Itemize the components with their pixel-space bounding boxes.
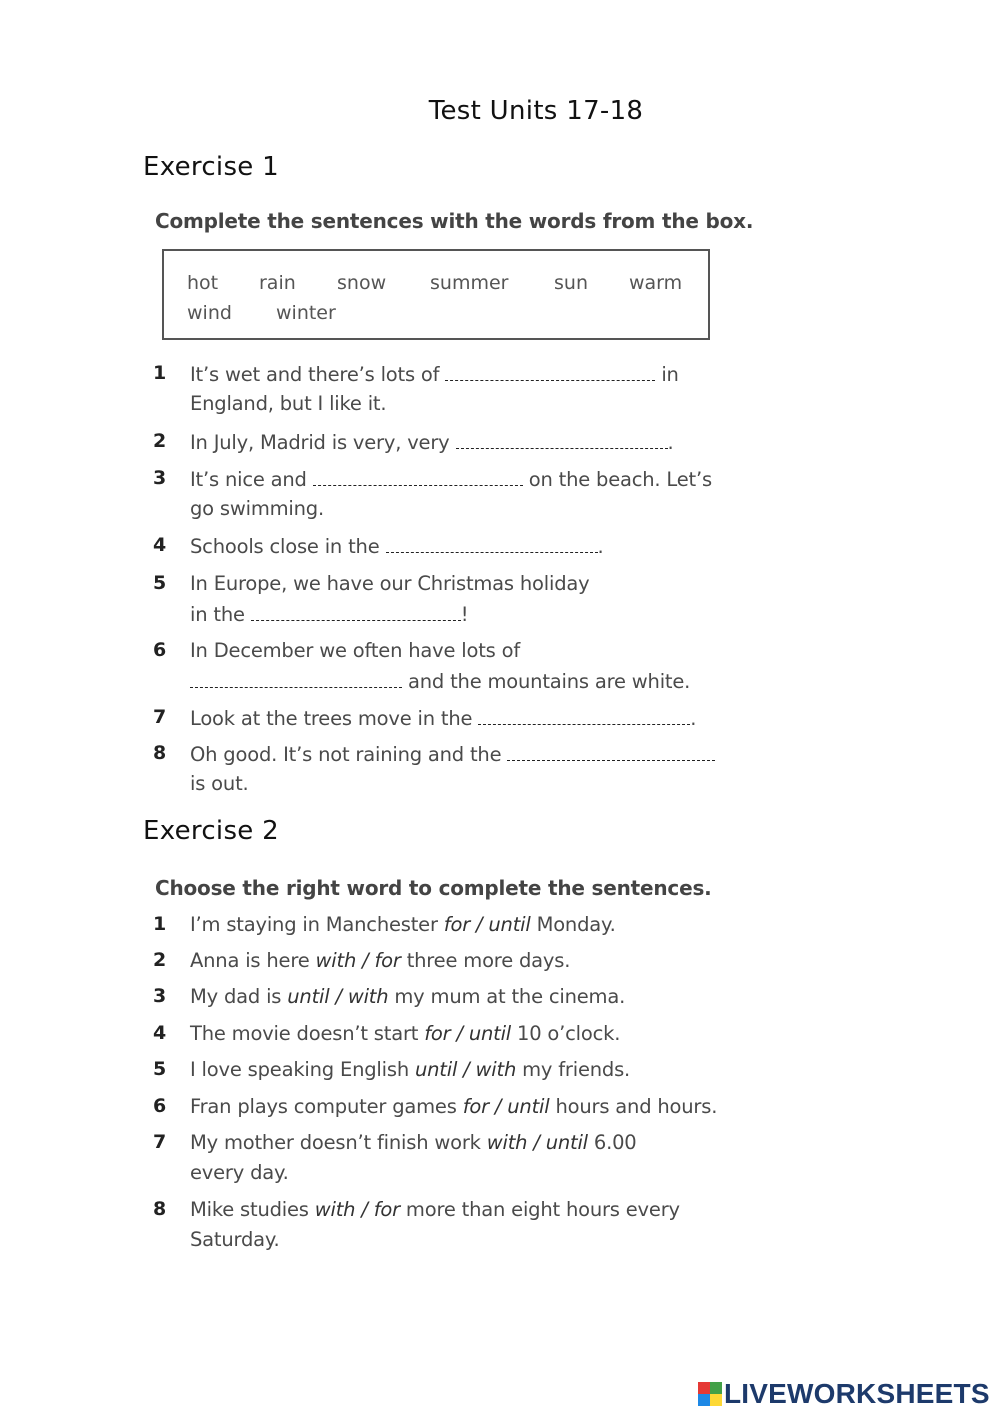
sentence-text: . [690, 707, 697, 730]
ex2-item-7 [190, 1131, 637, 1154]
item-number: 4 [153, 1022, 167, 1044]
ex1-item-1 [190, 362, 679, 386]
answer-blank[interactable] [507, 742, 715, 761]
word-choice[interactable]: until / with [414, 1058, 517, 1081]
ex2-item-6 [190, 1095, 717, 1118]
sentence-text: Oh good. It’s not raining and the [190, 743, 502, 766]
word-box-item: warm [629, 272, 683, 294]
sentence-text: . [597, 535, 604, 558]
item-number: 5 [153, 572, 167, 594]
sentence-text: my friends. [522, 1058, 631, 1081]
answer-blank[interactable] [313, 467, 523, 486]
sentence-text: The movie doesn’t start [190, 1022, 419, 1045]
answer-blank[interactable] [478, 706, 690, 725]
sentence-text: hours and hours. [555, 1095, 718, 1118]
ex1-item-2 [190, 430, 674, 454]
ex1-item-3 [190, 467, 712, 491]
page-title: Test Units 17-18 [428, 96, 644, 126]
sentence-text: Anna is here [190, 949, 310, 972]
word-choice[interactable]: with / for [314, 1198, 400, 1221]
sentence-text: It’s nice and [190, 468, 307, 491]
sentence-text: on the beach. Let’s [528, 468, 712, 491]
logo-square [698, 1394, 710, 1406]
ex1-item-4 [190, 534, 604, 558]
ex2-item-8 [190, 1198, 680, 1221]
word-box-item: hot [187, 272, 219, 294]
sentence-text: It’s wet and there’s lots of [190, 363, 440, 386]
answer-blank[interactable] [445, 362, 655, 381]
item-number: 7 [153, 1131, 167, 1153]
ex2-item-4 [190, 1022, 620, 1045]
sentence-text: In July, Madrid is very, very [190, 431, 450, 454]
sentence-text: in [661, 363, 679, 386]
exercise-2-heading: Exercise 2 [143, 816, 279, 846]
word-choice[interactable]: for / until [424, 1022, 512, 1045]
item-number: 3 [153, 985, 167, 1007]
ex2-item-2 [190, 949, 570, 972]
answer-blank[interactable] [251, 602, 461, 621]
sentence-text: more than eight hours every [405, 1198, 680, 1221]
answer-blank[interactable] [190, 669, 402, 688]
item-number: 6 [153, 639, 167, 661]
sentence-text: I love speaking English [190, 1058, 409, 1081]
item-number: 4 [153, 534, 167, 556]
sentence-text: is out. [190, 772, 249, 795]
exercise-1-heading: Exercise 1 [143, 152, 279, 182]
sentence-text: 10 o’clock. [517, 1022, 621, 1045]
word-box-item: summer [430, 272, 509, 294]
ex2-item-3 [190, 985, 625, 1008]
word-box-item: snow [337, 272, 387, 294]
item-number: 5 [153, 1058, 167, 1080]
sentence-text: three more days. [406, 949, 571, 972]
logo-square [710, 1382, 722, 1394]
sentence-text: . [667, 431, 674, 454]
word-box-item: wind [187, 302, 232, 324]
sentence-text: Saturday. [190, 1228, 280, 1251]
item-number: 8 [153, 742, 167, 764]
word-box-item: rain [259, 272, 296, 294]
word-box [162, 249, 710, 340]
item-number: 2 [153, 949, 167, 971]
word-choice[interactable]: with / for [315, 949, 401, 972]
liveworksheets-logo[interactable] [698, 1377, 990, 1411]
ex1-item-5 [190, 602, 468, 626]
word-choice[interactable]: for / until [443, 913, 531, 936]
word-box-item: winter [276, 302, 336, 324]
sentence-text: I’m staying in Manchester [190, 913, 438, 936]
logo-square [698, 1382, 710, 1394]
sentence-text: and the mountains are white. [408, 670, 691, 693]
exercise-2-instruction: Choose the right word to complete the sentences. [155, 876, 712, 900]
answer-blank[interactable] [386, 534, 598, 553]
sentence-text: In December we often have lots of [190, 639, 521, 662]
sentence-text: every day. [190, 1161, 289, 1184]
sentence-text: Monday. [536, 913, 616, 936]
sentence-text: In Europe, we have our Christmas holiday [190, 572, 590, 595]
logo-mark-icon [698, 1382, 722, 1406]
item-number: 8 [153, 1198, 167, 1220]
sentence-text: my mum at the cinema. [394, 985, 626, 1008]
sentence-text: ! [460, 603, 469, 626]
item-number: 1 [153, 913, 167, 935]
word-choice[interactable]: until / with [287, 985, 389, 1008]
sentence-text: My mother doesn’t finish work [190, 1131, 481, 1154]
word-choice[interactable]: with / until [486, 1131, 588, 1154]
item-number: 1 [153, 362, 167, 384]
ex2-item-1 [190, 913, 616, 936]
ex2-item-5 [190, 1058, 630, 1081]
item-number: 7 [153, 706, 167, 728]
sentence-text: Look at the trees move in the [190, 707, 473, 730]
sentence-text: 6.00 [593, 1131, 637, 1154]
ex1-item-8 [190, 742, 715, 766]
ex1-item-7 [190, 706, 696, 730]
logo-square [710, 1394, 722, 1406]
exercise-1-instruction: Complete the sentences with the words from the box. [155, 209, 754, 233]
item-number: 3 [153, 467, 167, 489]
sentence-text: Mike studies [190, 1198, 309, 1221]
answer-blank[interactable] [456, 430, 668, 449]
logo-text: LIVEWORKSHEETS [724, 1378, 990, 1409]
ex1-item-6 [190, 669, 690, 693]
item-number: 6 [153, 1095, 167, 1117]
sentence-text: My dad is [190, 985, 282, 1008]
item-number: 2 [153, 430, 167, 452]
word-box-item: sun [554, 272, 588, 294]
sentence-text: England, but I like it. [190, 392, 387, 415]
sentence-text: in the [190, 603, 245, 626]
sentence-text: Schools close in the [190, 535, 380, 558]
sentence-text: Fran plays computer games [190, 1095, 457, 1118]
word-choice[interactable]: for / until [462, 1095, 550, 1118]
sentence-text: go swimming. [190, 497, 324, 520]
